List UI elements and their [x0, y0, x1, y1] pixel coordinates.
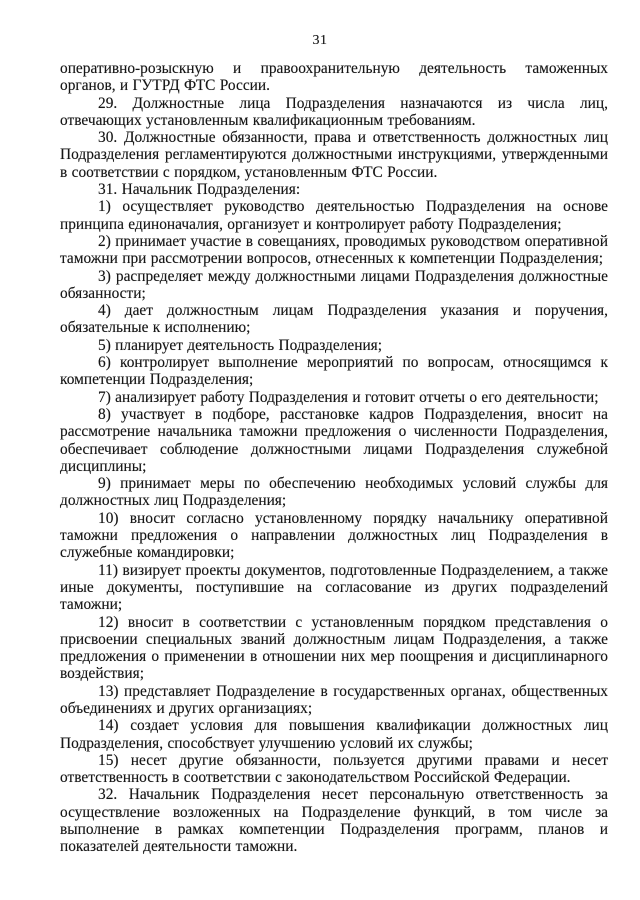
document-body	[60, 60, 608, 856]
paragraph-subitem-15: 15) несет другие обязанности, пользуется другими правами и несет ответственность в соответствии с законодательством Российской Федерации.	[60, 751, 608, 787]
paragraph-item-30: 30. Должностные обязанности, права и ответственность должностных лиц Подразделения регламентируются должностными инструкциями, утвержденными в соответствии с порядком, установленным ФТС России.	[60, 129, 608, 181]
paragraph-subitem-2: 2) принимает участие в совещаниях, проводимых руководством оперативной таможни при рассмотрении вопросов, отнесенных к компетенции Подразделения;	[60, 232, 608, 268]
paragraph-subitem-11: 11) визирует проекты документов, подготовленные Подразделением, а также иные документы, поступившие на согласование из других подразделений таможни;	[60, 561, 608, 614]
paragraph-subitem-7: 7) анализирует работу Подразделения и готовит отчеты о его деятельности;	[98, 388, 599, 406]
paragraph-subitem-10: 10) вносит согласно установленному порядку начальнику оперативной таможни предложения о направлении должностных лиц Подразделения в служебные командировки;	[60, 509, 608, 562]
paragraph-subitem-13: 13) представляет Подразделение в государственных органах, общественных объединениях и других организациях;	[60, 682, 608, 717]
paragraph-subitem-14: 14) создает условия для повышения квалификации должностных лиц Подразделения, способствует улучшению условий их службы;	[60, 717, 608, 752]
paragraph-subitem-1: 1) осуществляет руководство деятельностью Подразделения на основе принципа единоначалия, организует и контролирует работу Подразделения;	[60, 198, 608, 233]
page-number: 31	[312, 33, 328, 48]
paragraph-subitem-6: 6) контролирует выполнение мероприятий по вопросам, относящимся к компетенции Подразделения;	[60, 354, 608, 389]
paragraph-subitem-9: 9) принимает меры по обеспечению необходимых условий службы для должностных лиц Подразделения;	[60, 475, 608, 510]
paragraph-subitem-5: 5) планирует деятельность Подразделения;	[98, 336, 383, 354]
paragraph-subitem-3: 3) распределяет между должностными лицами Подразделения должностные обязанности;	[60, 267, 608, 302]
paragraph-continuation: оперативно-розыскную и правоохранительную деятельность таможенных органов, и ГУТРД ФТС России.	[60, 60, 608, 95]
paragraph-subitem-4: 4) дает должностным лицам Подразделения указания и поручения, обязательные к исполнению;	[60, 302, 608, 337]
paragraph-item-32: 32. Начальник Подразделения несет персональную ответственность за осуществление возложенных на Подразделение функций, в том числе за выполнение в рамках компетенции Подразделения программ, планов и показателей деятельности таможни.	[60, 786, 608, 856]
paragraph-subitem-8: 8) участвует в подборе, расстановке кадров Подразделения, вносит на рассмотрение начальника таможни предложения о численности Подразделения, обеспечивает соблюдение должностными лицами Подразделения служебной дисциплины;	[60, 405, 608, 475]
paragraph-item-29: 29. Должностные лица Подразделения назначаются из числа лиц, отвечающих установленным квалификационным требованиям.	[60, 94, 608, 129]
paragraph-subitem-12: 12) вносит в соответствии с установленным порядком представления о присвоении специальных званий должностным лицам Подразделения, а также предложения о применении в отношении них мер поощрения и дисциплинарного воздействия;	[60, 613, 608, 683]
paragraph-item-31: 31. Начальник Подразделения:	[98, 181, 301, 199]
